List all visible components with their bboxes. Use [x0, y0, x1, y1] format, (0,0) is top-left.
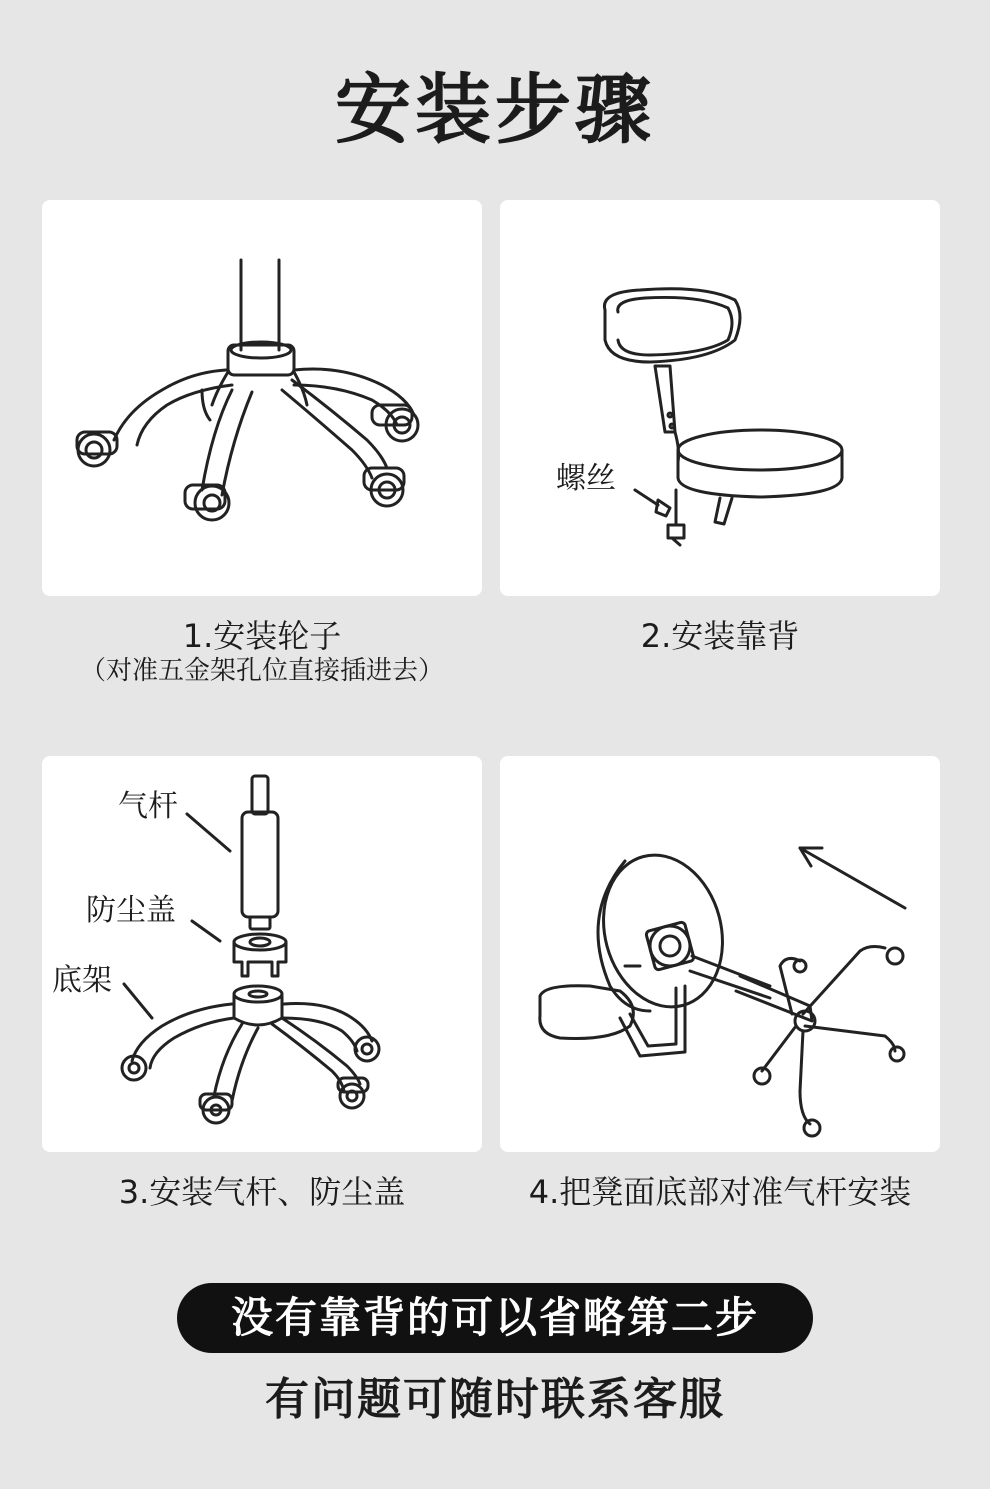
step-2-illustration — [500, 200, 940, 596]
step-1-caption: 1.安装轮子 — [182, 617, 342, 655]
label-base: 底架 — [52, 963, 112, 998]
base-with-wheels-drawing — [42, 200, 482, 596]
step-1-illustration — [42, 200, 482, 596]
step-1-note: （对准五金架孔位直接插进去） — [79, 656, 444, 686]
label-dust-cover: 防尘盖 — [86, 893, 176, 928]
step-4-illustration — [500, 756, 940, 1152]
step-2-caption: 2.安装靠背 — [640, 617, 800, 655]
label-screw: 螺丝 — [556, 461, 616, 496]
backrest-and-seat-drawing — [500, 200, 940, 596]
seat-onto-gas-lift-drawing — [500, 756, 940, 1152]
label-gas-lift: 气杆 — [118, 789, 178, 824]
page-title: 安装步骤 — [335, 65, 655, 154]
step-3-illustration — [42, 756, 482, 1152]
gas-lift-assembly-drawing — [42, 756, 482, 1152]
notice-banner: 没有靠背的可以省略第二步 — [177, 1283, 813, 1353]
step-3-caption: 3.安装气杆、防尘盖 — [118, 1173, 406, 1211]
contact-service-text: 有问题可随时联系客服 — [265, 1374, 725, 1425]
step-4-caption: 4.把凳面底部对准气杆安装 — [528, 1173, 912, 1211]
